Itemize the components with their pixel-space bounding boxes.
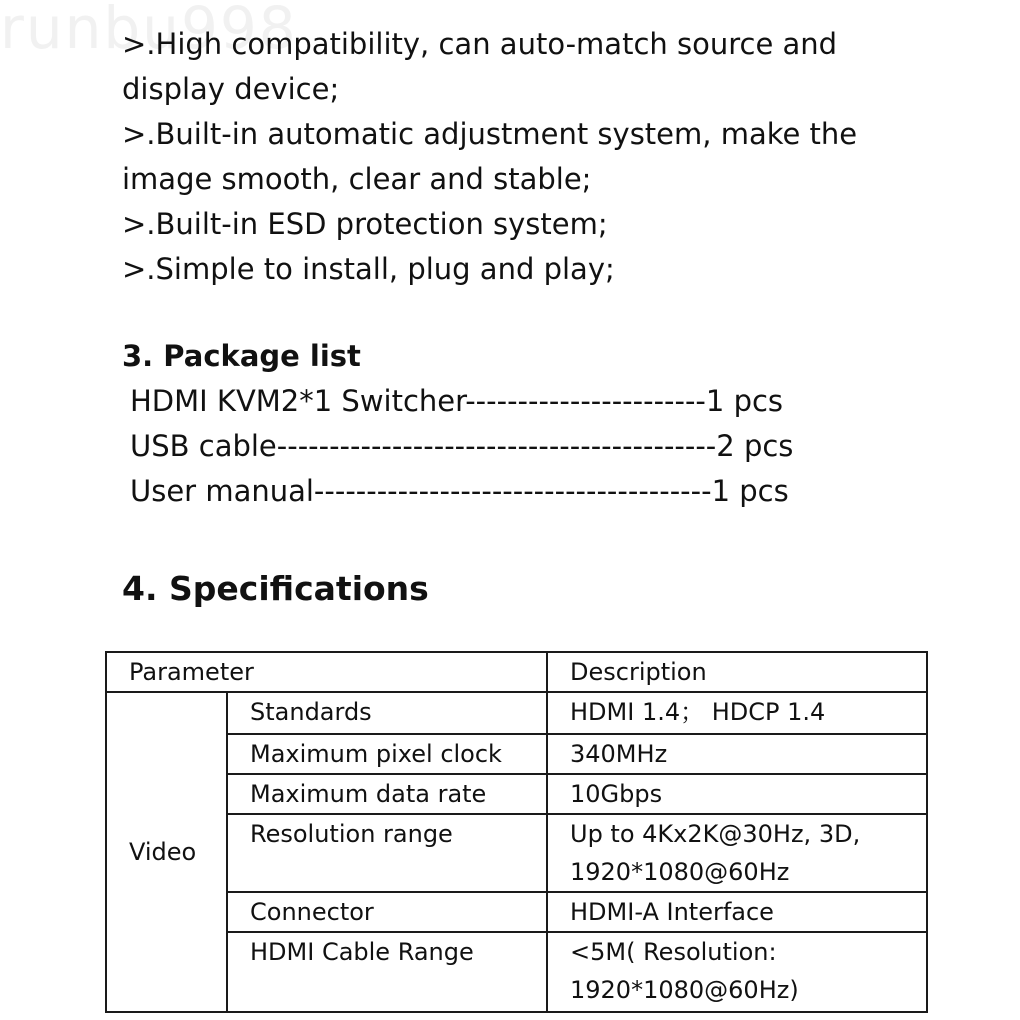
- watermark-text: runbu998: [0, 0, 298, 62]
- table-row: [106, 774, 927, 814]
- param-cell: HDMI Cable Range: [227, 932, 547, 1012]
- feature-line: >.High compatibility, can auto-match source and: [122, 27, 838, 61]
- table-row: [106, 814, 927, 892]
- desc-cell: [547, 734, 927, 774]
- param-cell: Maximum pixel clock: [227, 734, 547, 774]
- header-parameter: Parameter: [106, 652, 547, 692]
- package-list-heading: 3. Package list: [122, 339, 361, 373]
- specifications-table: [105, 651, 928, 1013]
- desc-line: <5M( Resolution:: [570, 938, 777, 966]
- table-row: [106, 932, 927, 1012]
- feature-line: >.Built-in automatic adjustment system, make the: [122, 117, 858, 151]
- package-list: [130, 379, 890, 514]
- desc-line: 1920*1080@60Hz: [570, 858, 790, 886]
- desc-line: 10Gbps: [570, 780, 663, 808]
- table-row: [106, 734, 927, 774]
- desc-line: Up to 4Kx2K@30Hz, 3D,: [570, 820, 861, 848]
- package-item: HDMI KVM2*1 Switcher-----------------------1 pcs: [130, 384, 784, 418]
- package-item: USB cable------------------------------------------2 pcs: [130, 429, 794, 463]
- group-video: Video: [106, 692, 227, 1012]
- package-item: User manual--------------------------------------1 pcs: [130, 474, 789, 508]
- desc-line: 340MHz: [570, 740, 668, 768]
- specifications-heading: 4. Specifications: [122, 569, 429, 608]
- param-cell: Standards: [227, 692, 547, 734]
- feature-line: display device;: [122, 72, 340, 106]
- desc-line: HDMI 1.4； HDCP 1.4: [570, 698, 826, 726]
- table-row: [106, 692, 927, 734]
- desc-cell: [547, 932, 927, 1012]
- table-row: [106, 892, 927, 932]
- feature-line: >.Built-in ESD protection system;: [122, 207, 608, 241]
- header-description: Description: [547, 652, 927, 692]
- table-header-row: [106, 652, 927, 692]
- desc-line: HDMI-A Interface: [570, 898, 774, 926]
- param-cell: Connector: [227, 892, 547, 932]
- param-cell: Resolution range: [227, 814, 547, 892]
- desc-cell: [547, 892, 927, 932]
- desc-line: 1920*1080@60Hz): [570, 976, 799, 1004]
- desc-cell: [547, 774, 927, 814]
- desc-cell: [547, 814, 927, 892]
- param-cell: Maximum data rate: [227, 774, 547, 814]
- feature-line: >.Simple to install, plug and play;: [122, 252, 615, 286]
- feature-list: [122, 22, 982, 292]
- desc-cell: [547, 692, 927, 734]
- feature-line: image smooth, clear and stable;: [122, 162, 592, 196]
